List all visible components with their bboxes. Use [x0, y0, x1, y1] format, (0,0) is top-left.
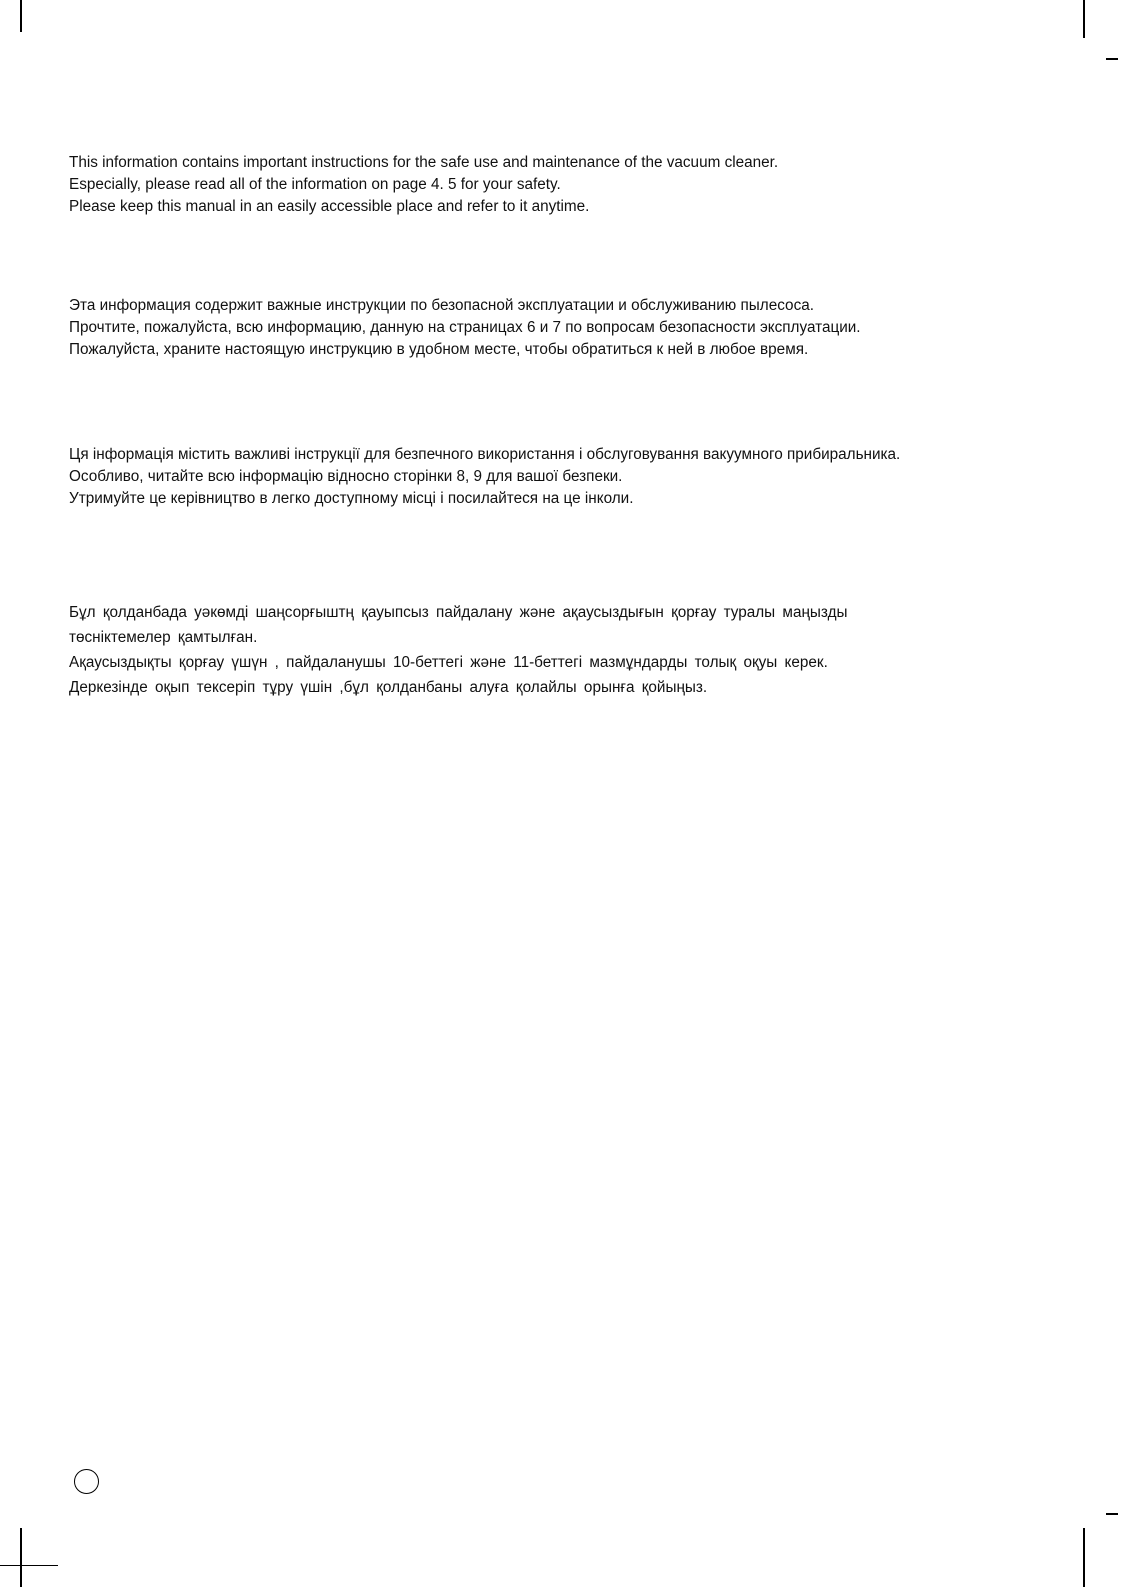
- section-ukrainian: [69, 444, 1123, 510]
- kk-line-2: төсніктемелер қамтылған.: [69, 629, 258, 646]
- crop-mark-right-upper: [1106, 58, 1118, 60]
- section-kazakh: [69, 600, 1123, 700]
- uk-line-1: Ця інформація містить важливі інструкції для безпечного використання і обслуговування вакуумного прибиральника.: [69, 446, 901, 463]
- section-russian: [69, 295, 1123, 361]
- section-english: [69, 152, 1123, 218]
- bottom-trim-line: [0, 1565, 58, 1566]
- page-number-circle: [74, 1469, 99, 1494]
- ru-line-2: Прочтите, пожалуйста, всю информацию, данную на страницах 6 и 7 по вопросам безопасности эксплуатации.: [69, 319, 861, 336]
- uk-line-2: Особливо, читайте всю інформацію відносно сторінки 8, 9 для вашої безпеки.: [69, 468, 623, 485]
- en-line-1: This information contains important instructions for the safe use and maintenance of the vacuum cleaner.: [69, 154, 779, 171]
- crop-mark-bottom-right: [1083, 1528, 1085, 1587]
- kk-line-4: Деркезінде оқып тексеріп тұру үшін ,бұл қолданбаны алуға қолайлы орынға қойыңыз.: [69, 679, 708, 696]
- crop-mark-bottom-left: [20, 1528, 22, 1587]
- crop-mark-top-right: [1083, 0, 1085, 38]
- ru-line-3: Пожалуйста, храните настоящую инструкцию в удобном месте, чтобы обратиться к ней в любое время.: [69, 341, 809, 358]
- uk-line-3: Утримуйте це керівництво в легко доступному місці і посилайтеся на це інколи.: [69, 490, 634, 507]
- en-line-3: Please keep this manual in an easily accessible place and refer to it anytime.: [69, 198, 590, 215]
- crop-mark-top-left: [20, 0, 22, 32]
- kk-line-3: Ақаусыздықты қорғау үшүн , пайдаланушы 10-беттегі және 11-беттегі мазмұндарды толық оқуы керек.: [69, 654, 828, 671]
- en-line-2: Especially, please read all of the information on page 4. 5 for your safety.: [69, 176, 561, 193]
- crop-mark-right-lower: [1106, 1513, 1118, 1515]
- ru-line-1: Эта информация содержит важные инструкции по безопасной эксплуатации и обслуживанию пылесоса.: [69, 297, 814, 314]
- kk-line-1: Бұл қолданбада уәкөмді шаңсорғыштң қауыпсыз пайдалану және ақаусыздығын қорғау туралы маңызды: [69, 604, 848, 621]
